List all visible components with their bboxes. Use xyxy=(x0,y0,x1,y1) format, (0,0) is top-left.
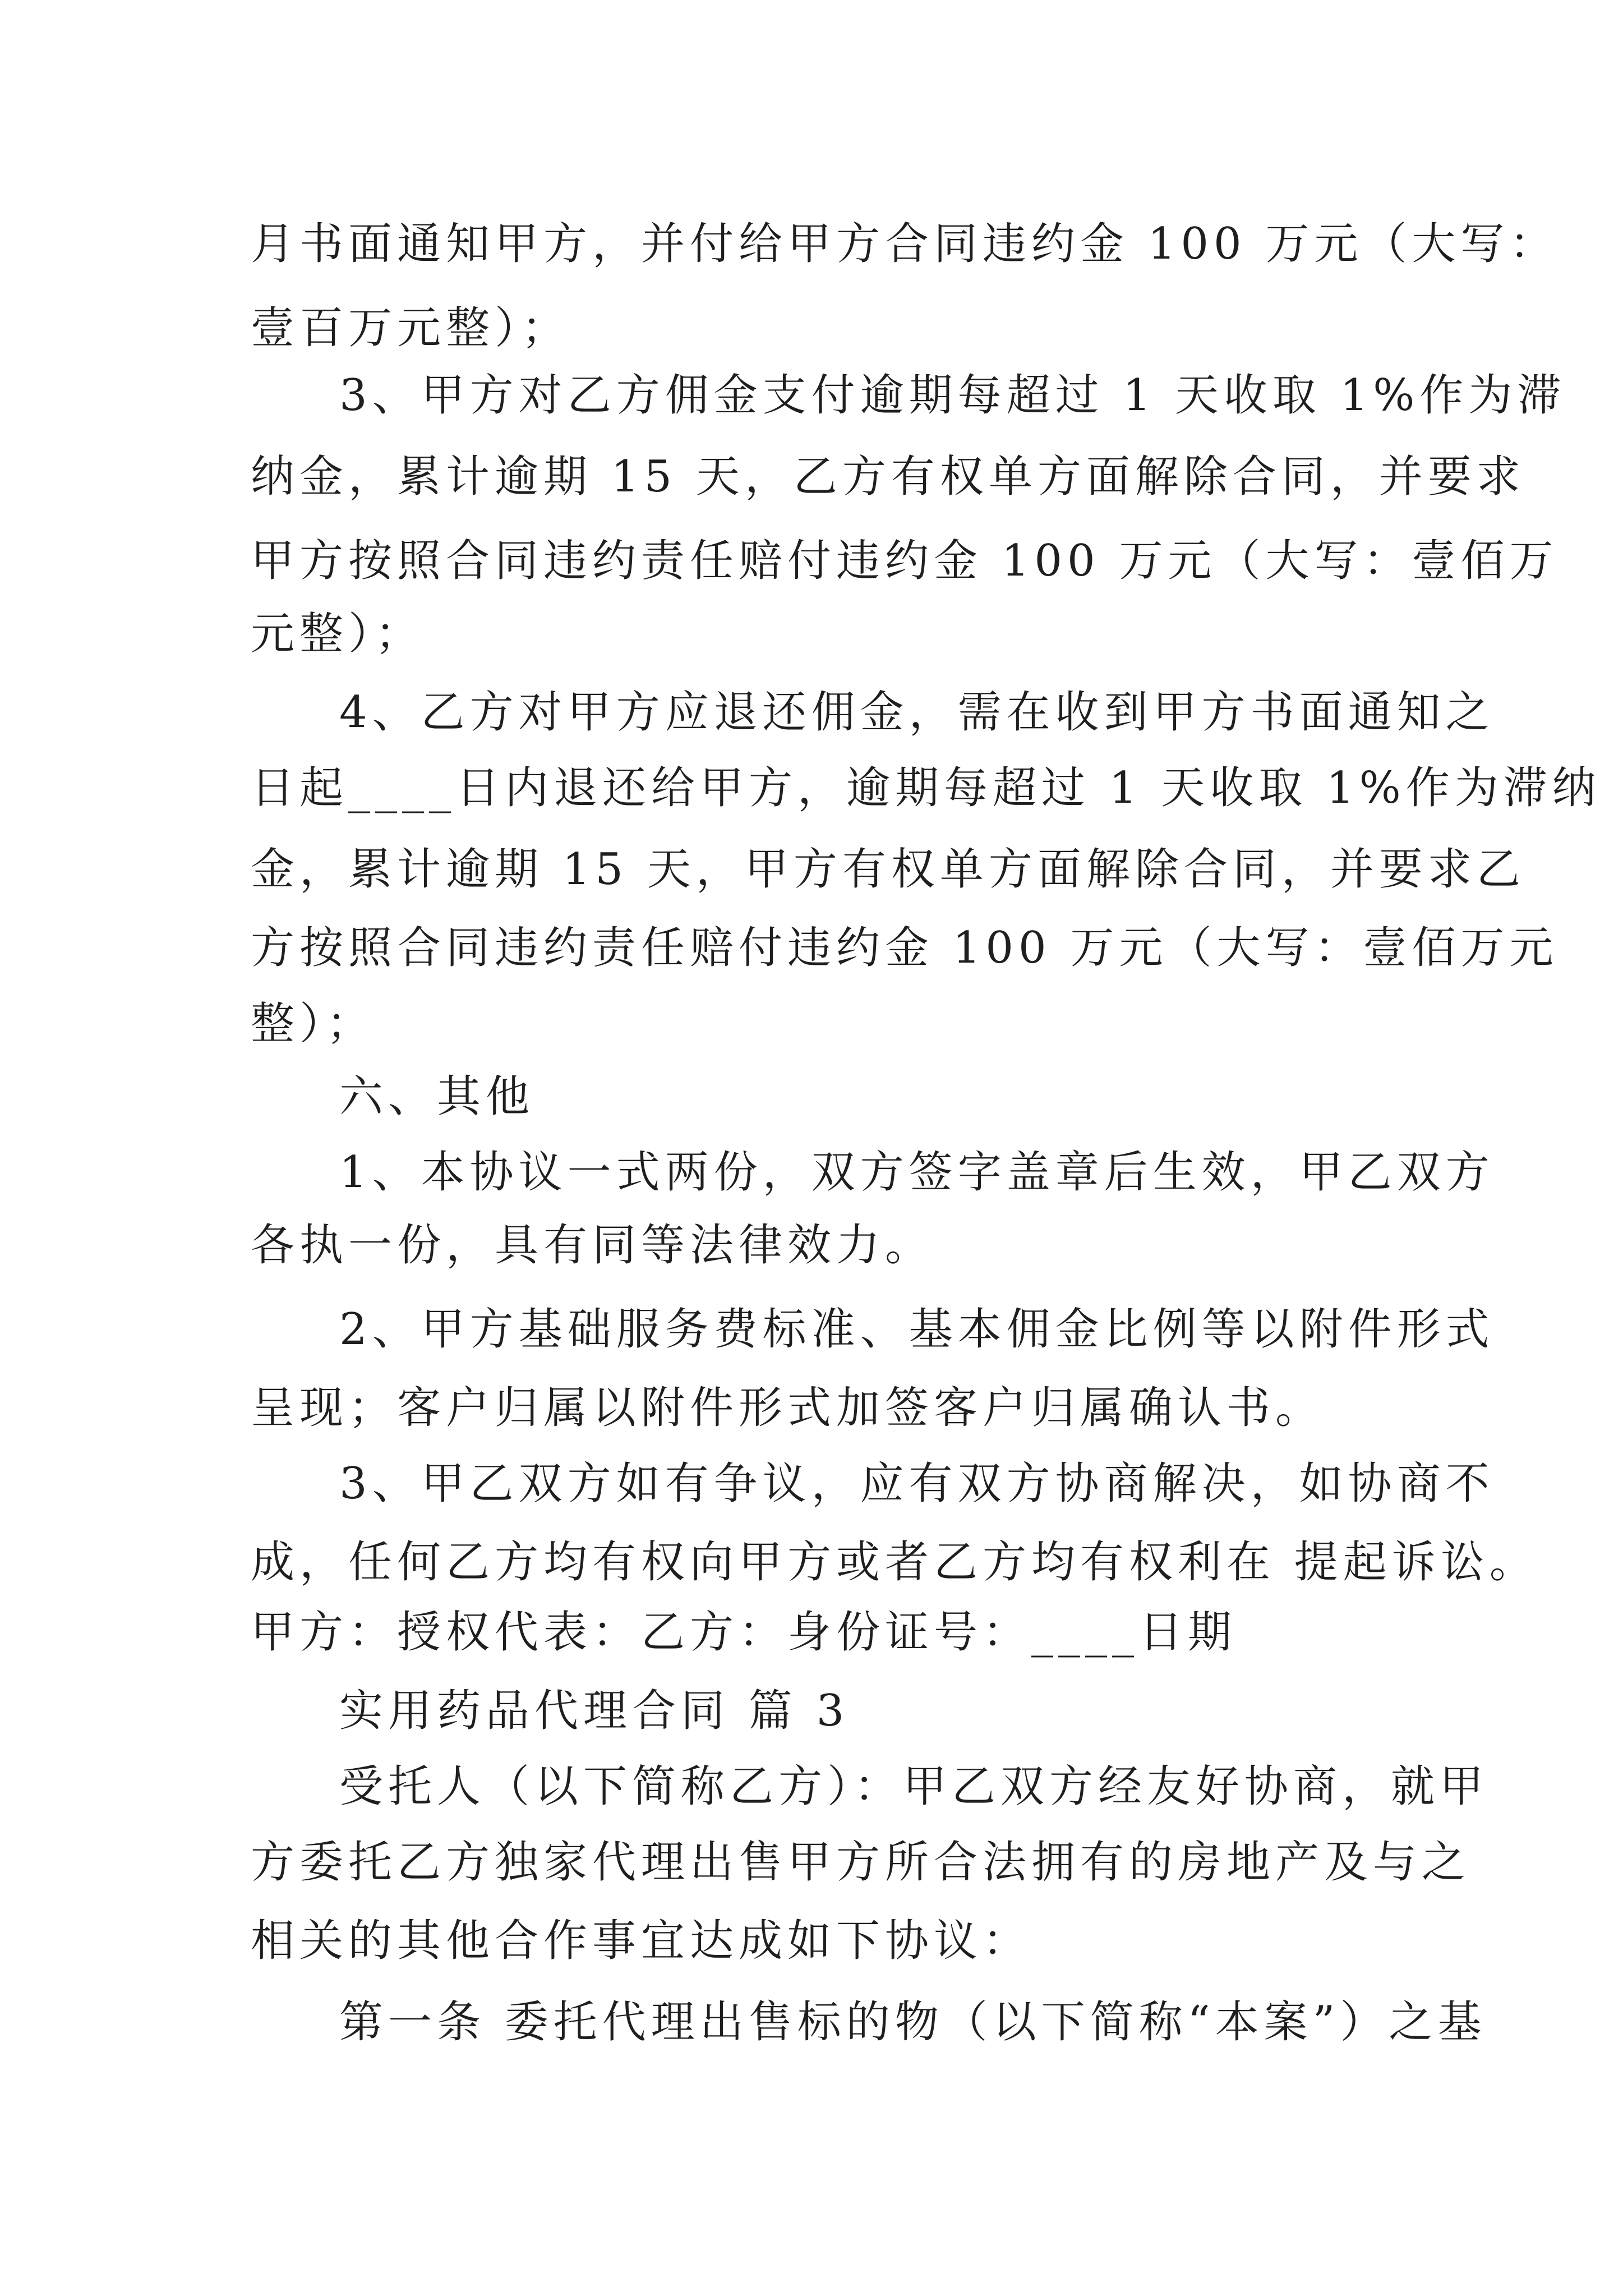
text-line: 2、甲方基础服务费标准、基本佣金比例等以附件形式 xyxy=(339,1304,1495,1355)
text-line: 月书面通知甲方，并付给甲方合同违约金 100 万元（大写： xyxy=(251,219,1559,269)
text-line: 各执一份，具有同等法律效力。 xyxy=(251,1220,934,1271)
text-line: 第一条 委托代理出售标的物（以下简称“本案”）之基 xyxy=(339,1997,1487,2047)
text-line: 相关的其他合作事宜达成如下协议： xyxy=(251,1916,1032,1966)
text-line: 3、甲乙双方如有争议，应有双方协商解决，如协商不 xyxy=(339,1458,1495,1509)
text-line: 成，任何乙方均有权向甲方或者乙方均有权利在 提起诉讼。 xyxy=(251,1537,1538,1588)
text-line: 4、乙方对甲方应退还佣金，需在收到甲方书面通知之 xyxy=(339,687,1495,738)
text-line: 壹百万元整）； xyxy=(251,303,571,353)
text-line: 金，累计逾期 15 天，甲方有权单方面解除合同，并要求乙 xyxy=(251,844,1525,895)
text-line: 纳金，累计逾期 15 天，乙方有权单方面解除合同，并要求 xyxy=(251,452,1525,502)
section-heading: 实用药品代理合同 篇 3 xyxy=(339,1686,850,1736)
text-line: 1、本协议一式两份，双方签字盖章后生效，甲乙双方 xyxy=(339,1147,1495,1198)
text-line: 日起____日内退还给甲方，逾期每超过 1 天收取 1%作为滞纳 xyxy=(251,763,1601,813)
text-line: 方委托乙方独家代理出售甲方所合法拥有的房地产及与之 xyxy=(251,1837,1471,1888)
text-line: 元整）； xyxy=(251,609,425,659)
text-line: 方按照合同违约责任赔付违约金 100 万元（大写：壹佰万元 xyxy=(251,923,1559,973)
text-line: 甲方按照合同违约责任赔付违约金 100 万元（大写：壹佰万 xyxy=(251,536,1559,586)
signature-line: 甲方：授权代表：乙方：身份证号：____日期 xyxy=(251,1607,1237,1658)
text-line: 受托人（以下简称乙方）：甲乙双方经友好协商，就甲 xyxy=(339,1761,1489,1812)
section-heading: 六、其他 xyxy=(339,1071,535,1122)
text-line: 整）； xyxy=(251,999,376,1049)
text-line: 呈现；客户归属以附件形式加签客户归属确认书。 xyxy=(251,1383,1325,1433)
text-line: 3、甲方对乙方佣金支付逾期每超过 1 天收取 1%作为滞 xyxy=(339,370,1566,421)
